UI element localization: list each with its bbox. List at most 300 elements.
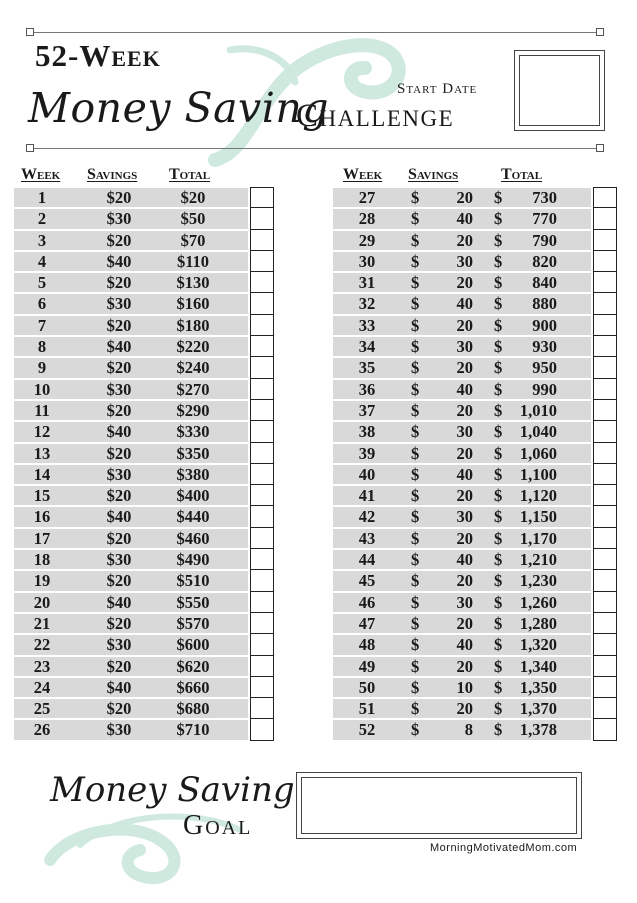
- total-cell: 1,040: [519, 422, 557, 442]
- currency-sign: $: [411, 273, 420, 293]
- week-cell: 4: [37, 251, 47, 271]
- currency-sign: $: [411, 550, 420, 570]
- currency-sign: $: [494, 656, 503, 676]
- week-checkbox[interactable]: [593, 677, 617, 698]
- savings-cell: 20: [456, 188, 473, 207]
- currency-sign: $: [411, 294, 420, 314]
- currency-sign: $: [411, 656, 420, 676]
- savings-cell: 20: [456, 571, 473, 591]
- total-cell: 1,230: [519, 571, 557, 591]
- total-cell: $380: [176, 464, 210, 484]
- currency-sign: $: [494, 528, 503, 548]
- currency-sign: $: [411, 677, 420, 697]
- total-cell: $680: [176, 699, 210, 719]
- week-checkbox[interactable]: [250, 400, 274, 421]
- week-checkbox[interactable]: [593, 570, 617, 591]
- currency-sign: $: [411, 358, 420, 378]
- table-row: [14, 613, 276, 634]
- total-cell: $20: [180, 188, 206, 207]
- total-cell: $620: [176, 656, 210, 676]
- week-checkbox[interactable]: [593, 336, 617, 357]
- savings-cell: 20: [456, 613, 473, 633]
- currency-sign: $: [494, 464, 503, 484]
- week-cell: 38: [358, 422, 376, 442]
- total-cell: 1,060: [519, 443, 557, 463]
- table-row: [14, 506, 276, 527]
- week-checkbox[interactable]: [250, 677, 274, 698]
- week-checkbox[interactable]: [250, 272, 274, 293]
- currency-sign: $: [494, 315, 503, 335]
- savings-cell: $30: [106, 635, 132, 655]
- title-script: Money Saving: [28, 84, 329, 132]
- savings-cell: $20: [106, 358, 132, 378]
- savings-cell: $40: [106, 251, 132, 271]
- total-cell: 1,350: [519, 677, 557, 697]
- total-cell: $110: [176, 251, 210, 271]
- week-cell: 8: [37, 337, 47, 357]
- currency-sign: $: [411, 464, 420, 484]
- week-cell: 44: [358, 550, 376, 570]
- total-cell: 1,340: [519, 656, 557, 676]
- savings-cell: $20: [106, 613, 132, 633]
- savings-cell: 40: [456, 379, 473, 399]
- savings-cell: $40: [106, 507, 132, 527]
- week-checkbox[interactable]: [250, 528, 274, 549]
- savings-cell: $40: [106, 337, 132, 357]
- rule-end-marker: [596, 144, 604, 152]
- week-checkbox[interactable]: [593, 656, 617, 677]
- week-cell: 43: [358, 528, 376, 548]
- currency-sign: $: [494, 273, 503, 293]
- week-checkbox[interactable]: [250, 230, 274, 251]
- week-checkbox[interactable]: [593, 549, 617, 570]
- savings-cell: 8: [464, 720, 473, 740]
- savings-cell: $30: [106, 550, 132, 570]
- col-header-total: Total: [501, 166, 543, 183]
- savings-cell: $20: [106, 273, 132, 293]
- table-row: [14, 315, 276, 336]
- total-cell: 1,170: [519, 528, 557, 548]
- table-row: [333, 379, 619, 400]
- currency-sign: $: [411, 486, 420, 506]
- table-row: [333, 336, 619, 357]
- week-checkbox[interactable]: [593, 208, 617, 229]
- week-checkbox[interactable]: [593, 613, 617, 634]
- savings-cell: $30: [106, 720, 132, 740]
- week-checkbox[interactable]: [593, 251, 617, 272]
- total-cell: $50: [180, 209, 206, 229]
- total-cell: $400: [176, 486, 210, 506]
- total-cell: 1,210: [519, 550, 557, 570]
- total-cell: $240: [176, 358, 210, 378]
- week-checkbox[interactable]: [250, 293, 274, 314]
- total-cell: 1,010: [519, 400, 557, 420]
- total-cell: $130: [176, 273, 210, 293]
- table-row: [333, 656, 619, 677]
- week-checkbox[interactable]: [593, 592, 617, 613]
- week-checkbox[interactable]: [593, 443, 617, 464]
- goal-caps: Goal: [183, 810, 253, 841]
- currency-sign: $: [494, 379, 503, 399]
- total-cell: 790: [532, 230, 557, 250]
- week-cell: 31: [358, 273, 376, 293]
- currency-sign: $: [411, 209, 420, 229]
- table-row: [333, 400, 619, 421]
- table-row: [14, 208, 276, 229]
- total-cell: 1,150: [519, 507, 557, 527]
- table-row: [14, 357, 276, 378]
- week-checkbox[interactable]: [250, 506, 274, 527]
- week-cell: 34: [358, 337, 376, 357]
- title-line-1: 52-Week: [35, 38, 161, 73]
- week-cell: 3: [37, 230, 47, 250]
- week-cell: 13: [33, 443, 51, 463]
- week-cell: 24: [33, 677, 51, 697]
- savings-cell: $20: [106, 699, 132, 719]
- total-cell: $180: [176, 315, 210, 335]
- table-row: [333, 293, 619, 314]
- currency-sign: $: [411, 230, 420, 250]
- week-cell: 50: [358, 677, 376, 697]
- savings-cell: $20: [106, 528, 132, 548]
- week-checkbox[interactable]: [593, 187, 617, 208]
- total-cell: $440: [176, 507, 210, 527]
- week-cell: 33: [358, 315, 376, 335]
- start-date-label: Start Date: [397, 81, 478, 97]
- week-checkbox[interactable]: [250, 634, 274, 655]
- week-checkbox[interactable]: [250, 443, 274, 464]
- total-cell: 990: [532, 379, 557, 399]
- col-header-week: Week: [21, 166, 61, 183]
- total-cell: 840: [532, 273, 557, 293]
- table-row: [14, 443, 276, 464]
- table-row: [333, 208, 619, 229]
- currency-sign: $: [494, 720, 503, 740]
- col-header-savings: Savings: [408, 166, 459, 183]
- goal-box[interactable]: [296, 772, 582, 839]
- savings-cell: $30: [106, 209, 132, 229]
- currency-sign: $: [494, 337, 503, 357]
- total-cell: 1,280: [519, 613, 557, 633]
- table-row: [14, 634, 276, 655]
- website-credit: MorningMotivatedMom.com: [430, 842, 578, 854]
- savings-cell: 40: [456, 550, 473, 570]
- savings-cell: $20: [106, 656, 132, 676]
- currency-sign: $: [494, 677, 503, 697]
- week-checkbox[interactable]: [250, 315, 274, 336]
- week-cell: 18: [33, 550, 51, 570]
- week-cell: 11: [34, 400, 50, 420]
- currency-sign: $: [411, 315, 420, 335]
- table-row: [333, 528, 619, 549]
- total-cell: 820: [532, 251, 557, 271]
- table-row: [14, 421, 276, 442]
- week-cell: 42: [358, 507, 376, 527]
- savings-cell: 40: [456, 635, 473, 655]
- week-checkbox[interactable]: [250, 613, 274, 634]
- week-cell: 36: [358, 379, 376, 399]
- week-checkbox[interactable]: [250, 464, 274, 485]
- total-cell: $710: [176, 720, 210, 740]
- currency-sign: $: [411, 720, 420, 740]
- week-cell: 1: [37, 188, 47, 207]
- table-row: [333, 485, 619, 506]
- week-cell: 40: [358, 464, 376, 484]
- week-checkbox[interactable]: [250, 251, 274, 272]
- table-row: [333, 272, 619, 293]
- col-header-savings: Savings: [87, 166, 138, 183]
- savings-cell: $30: [106, 379, 132, 399]
- savings-cell: $30: [106, 294, 132, 314]
- table-row: [14, 677, 276, 698]
- week-cell: 32: [358, 294, 376, 314]
- savings-cell: 20: [456, 273, 473, 293]
- table-row: [14, 272, 276, 293]
- week-checkbox[interactable]: [593, 485, 617, 506]
- week-cell: 45: [358, 571, 376, 591]
- currency-sign: $: [411, 443, 420, 463]
- currency-sign: $: [411, 507, 420, 527]
- currency-sign: $: [494, 251, 503, 271]
- savings-cell: 20: [456, 656, 473, 676]
- savings-cell: $20: [106, 188, 132, 207]
- week-cell: 47: [358, 613, 376, 633]
- savings-cell: $30: [106, 464, 132, 484]
- week-cell: 51: [358, 699, 376, 719]
- rule-end-marker: [26, 28, 34, 36]
- week-cell: 39: [358, 443, 376, 463]
- table-row: [14, 230, 276, 251]
- week-cell: 12: [33, 422, 51, 442]
- week-cell: 15: [33, 486, 51, 506]
- table-row: [333, 443, 619, 464]
- table-row: [14, 592, 276, 613]
- total-cell: $70: [180, 230, 206, 250]
- table-row: [14, 400, 276, 421]
- total-cell: 1,100: [519, 464, 557, 484]
- total-cell: $290: [176, 400, 210, 420]
- savings-cell: 30: [456, 337, 473, 357]
- week-checkbox[interactable]: [593, 315, 617, 336]
- table-row: [14, 293, 276, 314]
- week-checkbox[interactable]: [593, 400, 617, 421]
- total-cell: $270: [176, 379, 210, 399]
- week-checkbox[interactable]: [250, 592, 274, 613]
- currency-sign: $: [411, 699, 420, 719]
- header-bottom-rule: [30, 148, 600, 149]
- goal-script: Money Saving: [50, 770, 295, 810]
- week-checkbox[interactable]: [593, 230, 617, 251]
- week-cell: 16: [33, 507, 51, 527]
- total-cell: $350: [176, 443, 210, 463]
- table-row: [333, 187, 619, 208]
- week-cell: 29: [358, 230, 376, 250]
- week-checkbox[interactable]: [250, 485, 274, 506]
- currency-sign: $: [494, 443, 503, 463]
- week-cell: 46: [358, 592, 376, 612]
- table-row: [14, 379, 276, 400]
- savings-cell: $20: [106, 400, 132, 420]
- savings-cell: 20: [456, 400, 473, 420]
- table-row: [333, 230, 619, 251]
- currency-sign: $: [411, 528, 420, 548]
- week-cell: 14: [33, 464, 51, 484]
- total-cell: $510: [176, 571, 210, 591]
- table-row: [333, 634, 619, 655]
- total-cell: 1,120: [519, 486, 557, 506]
- table-row: [14, 528, 276, 549]
- currency-sign: $: [411, 188, 420, 207]
- total-cell: 1,378: [519, 720, 557, 740]
- savings-cell: 30: [456, 422, 473, 442]
- start-date-box[interactable]: [514, 50, 605, 131]
- week-checkbox[interactable]: [250, 719, 274, 740]
- savings-cell: $20: [106, 315, 132, 335]
- table-row: [14, 485, 276, 506]
- currency-sign: $: [494, 592, 503, 612]
- savings-cell: 20: [456, 358, 473, 378]
- week-cell: 10: [33, 379, 51, 399]
- week-cell: 9: [37, 358, 47, 378]
- week-cell: 28: [358, 209, 376, 229]
- table-row: [333, 677, 619, 698]
- total-cell: $220: [176, 337, 210, 357]
- week-checkbox[interactable]: [250, 336, 274, 357]
- week-cell: 41: [358, 486, 376, 506]
- total-cell: 770: [532, 209, 557, 229]
- total-cell: $160: [176, 294, 210, 314]
- total-cell: $600: [176, 635, 210, 655]
- table-row: [14, 570, 276, 591]
- week-cell: 49: [358, 656, 376, 676]
- currency-sign: $: [494, 400, 503, 420]
- table-row: [333, 570, 619, 591]
- savings-cell: $40: [106, 592, 132, 612]
- savings-cell: 20: [456, 315, 473, 335]
- table-row: [14, 336, 276, 357]
- table-row: [14, 549, 276, 570]
- currency-sign: $: [494, 635, 503, 655]
- currency-sign: $: [494, 209, 503, 229]
- total-cell: $660: [176, 677, 210, 697]
- table-row: [333, 421, 619, 442]
- week-checkbox[interactable]: [593, 293, 617, 314]
- week-checkbox[interactable]: [593, 357, 617, 378]
- week-checkbox[interactable]: [593, 379, 617, 400]
- currency-sign: $: [411, 635, 420, 655]
- total-cell: 930: [532, 337, 557, 357]
- savings-cell: $20: [106, 571, 132, 591]
- table-row: [14, 656, 276, 677]
- week-cell: 23: [33, 656, 51, 676]
- table-row: [333, 251, 619, 272]
- table-row: [333, 613, 619, 634]
- week-checkbox[interactable]: [250, 570, 274, 591]
- total-cell: 1,370: [519, 699, 557, 719]
- week-cell: 25: [33, 699, 51, 719]
- week-checkbox[interactable]: [593, 719, 617, 740]
- total-cell: 730: [532, 188, 557, 207]
- week-checkbox[interactable]: [593, 698, 617, 719]
- total-cell: 900: [532, 315, 557, 335]
- week-checkbox[interactable]: [593, 634, 617, 655]
- week-checkbox[interactable]: [250, 379, 274, 400]
- week-checkbox[interactable]: [593, 464, 617, 485]
- table-row: [333, 315, 619, 336]
- currency-sign: $: [494, 486, 503, 506]
- week-checkbox[interactable]: [593, 421, 617, 442]
- currency-sign: $: [494, 699, 503, 719]
- week-cell: 7: [37, 315, 47, 335]
- table-row: [14, 187, 276, 208]
- rule-end-marker: [596, 28, 604, 36]
- total-cell: 1,260: [519, 592, 557, 612]
- savings-cell: 30: [456, 507, 473, 527]
- total-cell: $460: [176, 528, 210, 548]
- currency-sign: $: [411, 613, 420, 633]
- table-row: [14, 698, 276, 719]
- total-cell: 1,320: [519, 635, 557, 655]
- savings-cell: 20: [456, 486, 473, 506]
- week-cell: 26: [33, 720, 51, 740]
- savings-cell: 30: [456, 592, 473, 612]
- savings-cell: $20: [106, 230, 132, 250]
- savings-cell: $20: [106, 486, 132, 506]
- table-row: [333, 464, 619, 485]
- week-checkbox[interactable]: [250, 698, 274, 719]
- savings-cell: 40: [456, 209, 473, 229]
- week-checkbox[interactable]: [593, 272, 617, 293]
- total-cell: $570: [176, 613, 210, 633]
- currency-sign: $: [494, 507, 503, 527]
- week-cell: 2: [37, 209, 47, 229]
- currency-sign: $: [411, 422, 420, 442]
- savings-cell: 30: [456, 251, 473, 271]
- week-checkbox[interactable]: [593, 506, 617, 527]
- week-checkbox[interactable]: [250, 208, 274, 229]
- total-cell: 880: [532, 294, 557, 314]
- currency-sign: $: [494, 422, 503, 442]
- col-header-total: Total: [169, 166, 211, 183]
- currency-sign: $: [411, 379, 420, 399]
- week-checkbox[interactable]: [250, 421, 274, 442]
- week-checkbox[interactable]: [250, 187, 274, 208]
- week-cell: 6: [37, 294, 47, 314]
- savings-cell: 40: [456, 464, 473, 484]
- week-cell: 5: [37, 273, 47, 293]
- week-cell: 52: [358, 720, 376, 740]
- table-row: [14, 464, 276, 485]
- week-cell: 19: [33, 571, 51, 591]
- savings-cell: 20: [456, 230, 473, 250]
- currency-sign: $: [494, 550, 503, 570]
- week-cell: 22: [33, 635, 51, 655]
- week-checkbox[interactable]: [250, 656, 274, 677]
- week-cell: 20: [33, 592, 51, 612]
- total-cell: $490: [176, 550, 210, 570]
- currency-sign: $: [494, 571, 503, 591]
- week-checkbox[interactable]: [250, 549, 274, 570]
- currency-sign: $: [494, 613, 503, 633]
- week-checkbox[interactable]: [250, 357, 274, 378]
- right-rows: [333, 187, 619, 741]
- week-cell: 35: [358, 358, 376, 378]
- table-row: [333, 506, 619, 527]
- week-checkbox[interactable]: [593, 528, 617, 549]
- currency-sign: $: [494, 230, 503, 250]
- savings-cell: 20: [456, 699, 473, 719]
- currency-sign: $: [494, 294, 503, 314]
